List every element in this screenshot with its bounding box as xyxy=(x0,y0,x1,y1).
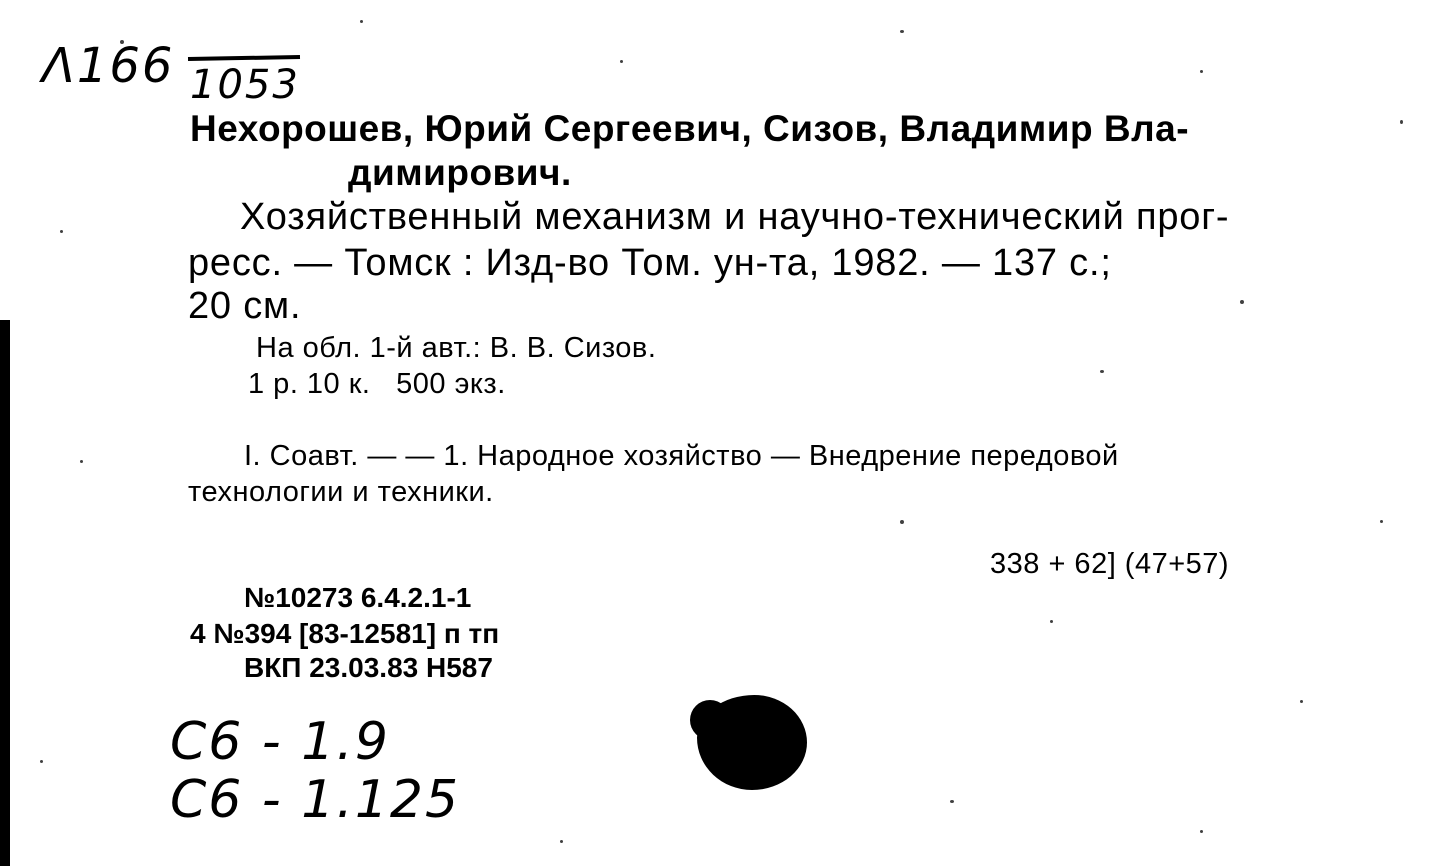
speck xyxy=(1100,370,1104,373)
speck xyxy=(560,840,563,843)
speck xyxy=(950,800,954,803)
price-and-copies: 1 р. 10 к. 500 экз. xyxy=(248,368,506,400)
speck xyxy=(1380,520,1383,523)
handwritten-number-overline xyxy=(188,55,300,61)
speck xyxy=(620,60,623,63)
registry-line: ВКП 23.03.83 Н587 xyxy=(244,652,493,683)
handwritten-code-1: C6 - 1.9 xyxy=(170,712,390,772)
classification-index: 338 + 62] (47+57) xyxy=(990,548,1230,580)
card-number: №10273 6.4.2.1-1 xyxy=(244,582,472,613)
authors-line-2: димирович. xyxy=(348,152,572,193)
card-left-edge-shadow xyxy=(0,320,10,866)
speck xyxy=(40,760,43,763)
cover-note: На обл. 1-й авт.: В. В. Сизов. xyxy=(256,332,657,364)
speck xyxy=(1240,300,1244,304)
title-line-3: 20 см. xyxy=(188,285,302,327)
authors-line-1: Нехорошев, Юрий Сергеевич, Сизов, Владимир Вла- xyxy=(190,108,1190,149)
speck xyxy=(1050,620,1053,623)
speck xyxy=(900,30,904,33)
title-line-2: ресс. — Томск : Изд-во Том. ун-та, 1982. — 137 с.; xyxy=(188,242,1112,284)
handwritten-number: 1053 xyxy=(190,62,300,108)
speck xyxy=(1200,70,1203,73)
speck xyxy=(360,20,363,23)
subjects-line-1: I. Соавт. — — 1. Народное хозяйство — Внедрение передовой xyxy=(244,440,1119,472)
order-line: 4 №394 [83-12581] п тп xyxy=(190,618,500,649)
speck xyxy=(900,520,904,524)
speck xyxy=(80,460,83,463)
speck xyxy=(60,230,63,233)
speck xyxy=(1200,830,1203,833)
speck xyxy=(1400,120,1403,124)
speck xyxy=(1300,700,1303,703)
ink-blot xyxy=(697,695,807,790)
handwritten-shelf-code: Λ166 xyxy=(42,38,175,94)
title-line-1: Хозяйственный механизм и научно-технический прог- xyxy=(240,196,1230,238)
handwritten-code-2: C6 - 1.125 xyxy=(170,770,461,830)
subjects-line-2: технологии и техники. xyxy=(188,476,494,508)
